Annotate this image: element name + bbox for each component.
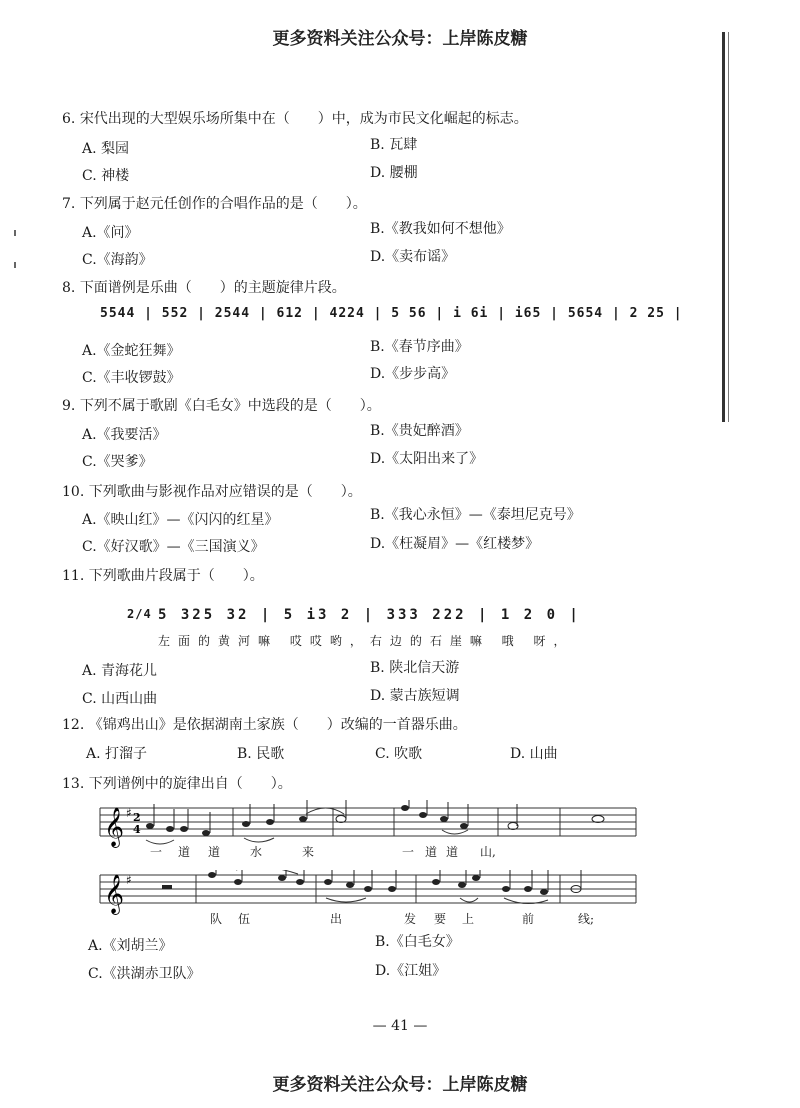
margin-rule-thin [728, 32, 729, 422]
question-number: 10. [62, 484, 85, 500]
treble-clef-icon: 𝄞 [104, 874, 125, 914]
option-c[interactable]: C. 吹歌 [375, 746, 423, 762]
time-signature: 2/4 [127, 607, 152, 621]
option-a[interactable]: A.《金蛇狂舞》 [82, 343, 181, 359]
sharp-icon: ♯ [126, 873, 132, 887]
option-a[interactable]: A. 梨园 [82, 141, 130, 157]
question-stem: 下列歌曲与影视作品对应错误的是（ ）。 [88, 484, 362, 500]
option-d[interactable]: D.《卖布谣》 [370, 249, 456, 265]
music-staff-2 [98, 870, 643, 920]
option-c[interactable]: C. 神楼 [82, 168, 130, 184]
question-number: 7. [62, 196, 76, 212]
question-number: 9. [62, 398, 76, 414]
question-9 [62, 395, 381, 415]
header-banner: 更多资料关注公众号：上岸陈皮糖 [272, 29, 528, 49]
option-a[interactable]: A.《刘胡兰》 [88, 938, 173, 954]
option-b[interactable]: B.《春节序曲》 [370, 339, 469, 355]
time-signature-top: 2 [133, 811, 141, 824]
song-lyrics: 左面的黄河嘛 哎哎哟，右边的石崖嘛 哦 呀， [158, 634, 574, 648]
question-stem: 下列歌曲片段属于（ ）。 [88, 568, 264, 584]
option-b[interactable]: B.《我心永恒》—《泰坦尼克号》 [370, 507, 581, 523]
option-d[interactable]: D. 山曲 [510, 746, 558, 762]
rest-icon [162, 885, 172, 889]
option-a[interactable]: A.《问》 [82, 225, 139, 241]
option-c[interactable]: C.《好汉歌》—《三国演义》 [82, 539, 265, 555]
margin-rule [722, 32, 725, 422]
time-signature-bottom: 4 [133, 823, 141, 836]
option-c[interactable]: C. 山西山曲 [82, 691, 158, 707]
option-b[interactable]: B.《教我如何不想他》 [370, 221, 511, 237]
treble-clef-icon: 𝄞 [104, 807, 125, 847]
page-number: — 41 — [372, 1018, 428, 1034]
option-b[interactable]: B. 瓦肆 [370, 137, 418, 153]
option-b[interactable]: B.《白毛女》 [375, 934, 460, 950]
sharp-icon: ♯ [126, 806, 132, 820]
jianpu-notation: 5544 | 552 | 2544 | 612 | 4224 | 5 56 | i 6i | i65 | 5654 | 2 25 | [100, 306, 683, 321]
option-a[interactable]: A. 青海花儿 [82, 663, 158, 679]
option-c[interactable]: C.《哭爹》 [82, 454, 153, 470]
question-stem: 下列谱例中的旋律出自（ ）。 [88, 776, 292, 792]
option-d[interactable]: D. 蒙古族短调 [370, 688, 460, 704]
margin-tick [14, 230, 16, 236]
option-a[interactable]: A.《映山红》—《闪闪的红星》 [82, 512, 279, 528]
option-d[interactable]: D.《江姐》 [375, 963, 447, 979]
option-c[interactable]: C.《洪湖赤卫队》 [88, 966, 201, 982]
question-stem: 下列属于赵元任创作的合唱作品的是（ ）。 [79, 196, 367, 212]
question-number: 12. [62, 717, 85, 733]
question-stem: 下列不属于歌剧《白毛女》中选段的是（ ）。 [79, 398, 381, 414]
question-12 [62, 714, 467, 734]
option-b[interactable]: B. 陕北信天游 [370, 660, 460, 676]
option-c[interactable]: C.《丰收锣鼓》 [82, 370, 181, 386]
margin-tick [14, 262, 16, 268]
option-a[interactable]: A.《我要活》 [82, 427, 167, 443]
question-number: 6. [62, 111, 76, 127]
option-a[interactable]: A. 打溜子 [86, 746, 148, 762]
footer-banner: 更多资料关注公众号：上岸陈皮糖 [272, 1075, 528, 1095]
option-d[interactable]: D.《太阳出来了》 [370, 451, 484, 467]
question-11 [62, 565, 264, 585]
question-stem: 宋代出现的大型娱乐场所集中在（ ）中，成为市民文化崛起的标志。 [79, 111, 528, 127]
question-stem: 下面谱例是乐曲（ ）的主题旋律片段。 [79, 280, 346, 296]
option-b[interactable]: B.《贵妃醉酒》 [370, 423, 469, 439]
question-number: 8. [62, 280, 76, 296]
question-number: 11. [62, 568, 85, 584]
question-number: 13. [62, 776, 85, 792]
question-10 [62, 481, 362, 501]
notes [146, 805, 604, 836]
question-stem: 《锦鸡出山》是依据湖南土家族（ ）改编的一首器乐曲。 [88, 717, 467, 733]
option-d[interactable]: D.《枉凝眉》—《红楼梦》 [370, 536, 540, 552]
option-b[interactable]: B. 民歌 [237, 746, 285, 762]
option-c[interactable]: C.《海韵》 [82, 252, 153, 268]
question-8 [62, 277, 346, 297]
option-d[interactable]: D.《步步高》 [370, 366, 456, 382]
question-13 [62, 773, 292, 793]
question-6 [62, 108, 528, 128]
jianpu-notation: 5 325 32 | 5 i3 2 | 333 222 | 1 2 0 | [158, 607, 581, 623]
question-7 [62, 193, 367, 213]
option-d[interactable]: D. 腰棚 [370, 165, 418, 181]
